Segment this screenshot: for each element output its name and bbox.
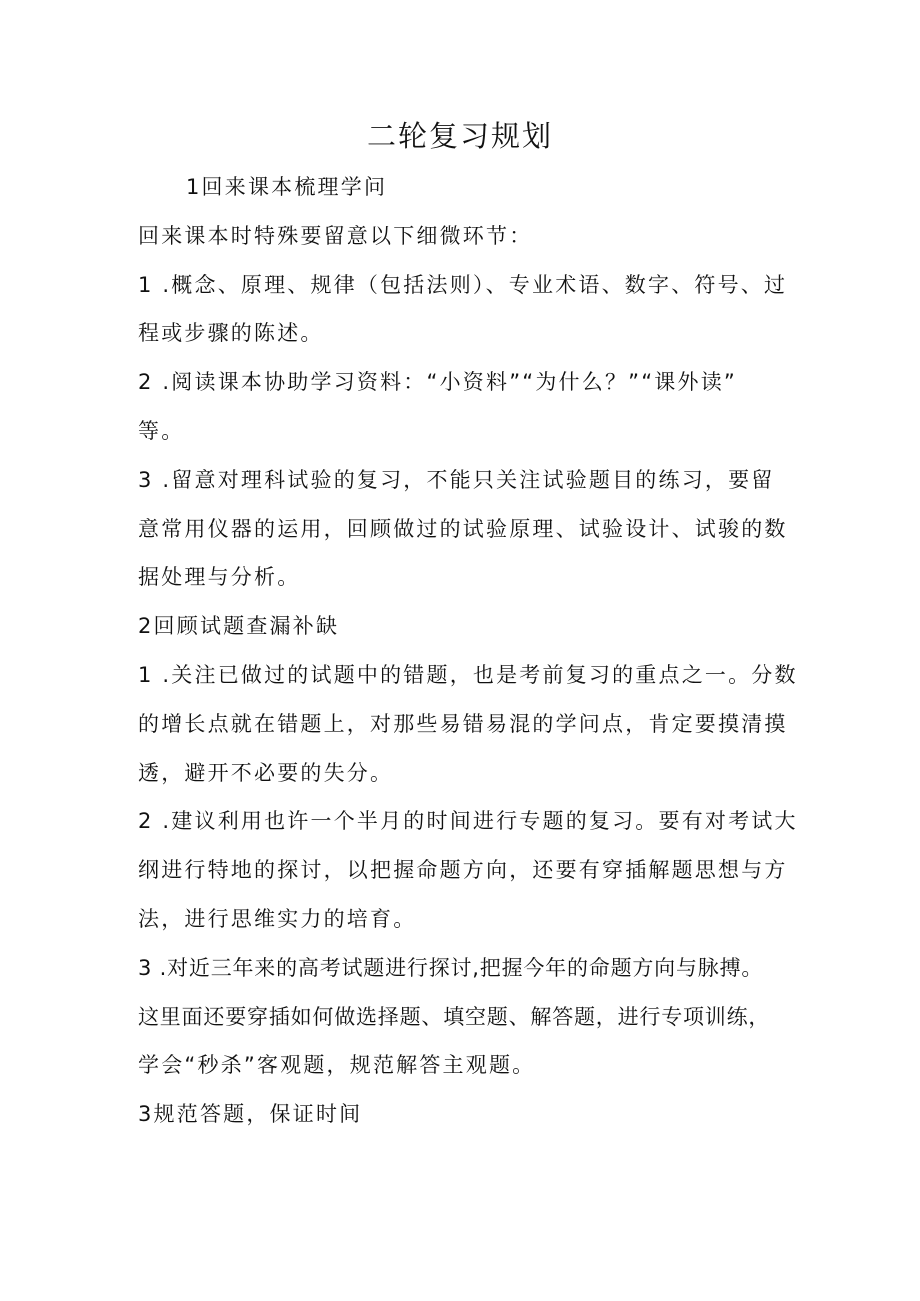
list-item-line: 透，避开不必要的失分。 [138, 761, 394, 785]
list-item-line: 1 .概念、原理、规律（包括法则）、专业术语、数字、符号、过 [138, 273, 788, 297]
list-item-line: 据处理与分析。 [138, 565, 301, 589]
list-item-line: 的增长点就在错题上，对那些易错易混的学问点，肯定要摸清摸 [138, 712, 788, 736]
list-item-line: 学会“秒杀”客观题，规范解答主观题。 [138, 1053, 536, 1077]
list-item-line: 法，进行思维实力的培育。 [138, 907, 417, 931]
list-item-line: 这里面还要穿插如何做选择题、填空题、解答题，进行专项训练， [138, 1005, 771, 1029]
list-item-line: 3 .留意对理科试验的复习，不能只关注试验题目的练习，要留 [138, 468, 775, 492]
list-item-line: 意常用仪器的运用，回顾做过的试验原理、试验设计、试骏的数 [138, 517, 788, 541]
list-item-line: 程或步骤的陈述。 [138, 321, 324, 345]
list-item-line: 2 .建议利用也许一个半月的时间进行专题的复习。要有对考试大 [138, 809, 798, 833]
section-heading-2: 2回顾试题查漏补缺 [138, 614, 340, 638]
section-heading-1: 1回来课本梳理学问 [186, 175, 388, 199]
paragraph-line: 回来课本时特殊要留意以下细微环节： [138, 224, 533, 248]
page-title: 二轮复习规划 [366, 119, 553, 153]
list-item-line: 纲进行特地的探讨，以把握命题方向，还要有穿插解题思想与方 [138, 858, 788, 882]
list-item-line: 2 .阅读课本协助学习资料：“小资料”“为什么？”“课外读” [138, 370, 737, 394]
section-heading-3: 3规范答题，保证时间 [138, 1102, 363, 1126]
list-item-line: 等。 [138, 419, 185, 443]
list-item-line: 1 .关注已做过的试题中的错题，也是考前复习的重点之一。分数 [138, 663, 798, 687]
list-item-line: 3 .对近三年来的高考试题进行探讨,把握今年的命题方向与脉搏。 [138, 956, 764, 980]
